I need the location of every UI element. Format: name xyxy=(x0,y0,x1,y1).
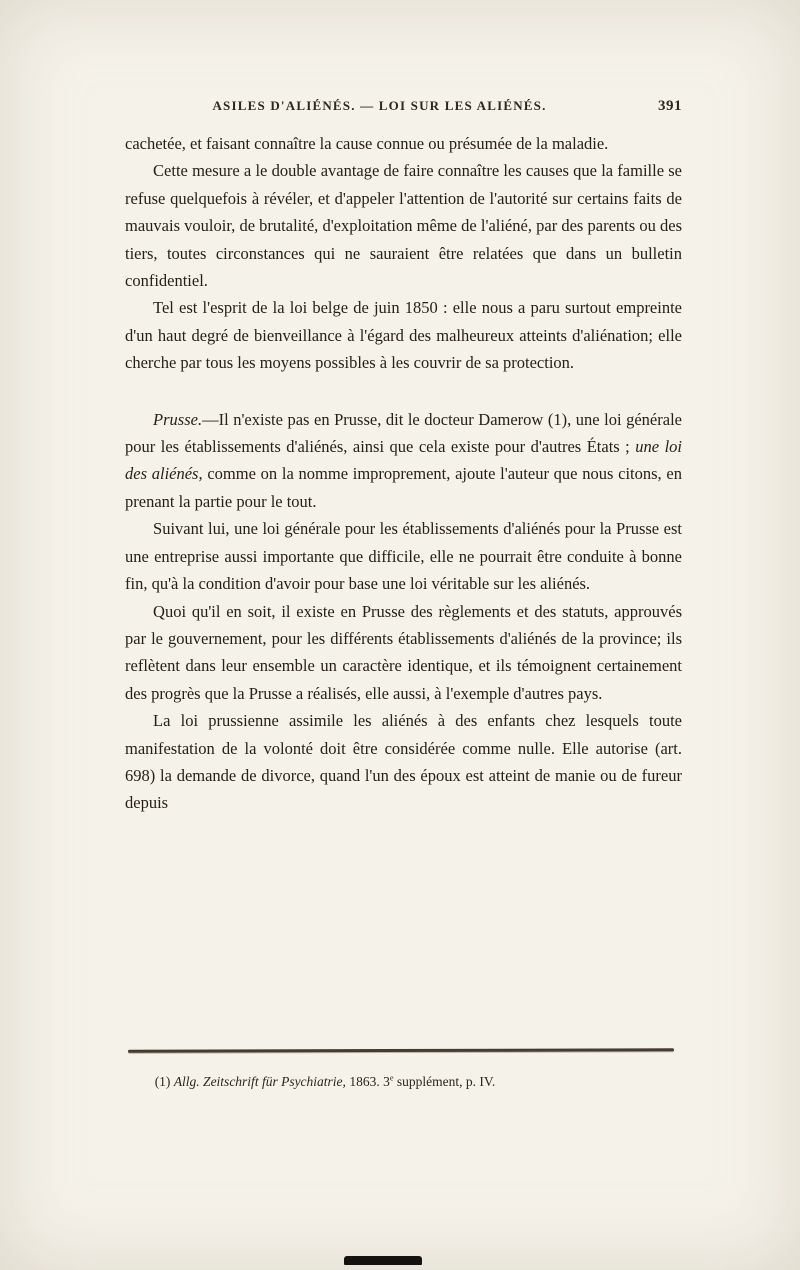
page-number: 391 xyxy=(658,98,682,114)
paragraph: Quoi qu'il en soit, il existe en Prusse des règlements et des statuts, approuvés par le gouvernement, pour les différents établissements d'aliénés de la province; ils reflètent dans leur ensemble un caractère identique, et ils témoignent certainement des progrès que la Prusse a réalisés, elle aussi, à l'exemple d'autres pays. xyxy=(125,601,682,703)
running-header xyxy=(125,98,682,115)
paragraph: cachetée, et faisant connaître la cause connue ou présumée de la maladie. xyxy=(125,134,609,153)
paragraph: Suivant lui, une loi générale pour les établissements d'aliénés pour la Prusse est une entreprise aussi importante que difficile, elle ne pourrait être conduite à bonne fin, qu'à la condition d'avoir pour base une loi véritable sur les aliénés. xyxy=(125,519,682,594)
paragraph-prusse-section: Prusse.—Il n'existe pas en Prusse, dit le docteur Damerow (1), une loi générale pour les établissements d'aliénés, ainsi que cela existe pour d'autres États ; une loi des aliénés, comme on la nomme improprement, ajoute l'auteur que nous citons, en prenant la partie pour le tout. xyxy=(125,409,682,511)
header-title: ASILES D'ALIÉNÉS. — LOI SUR LES ALIÉNÉS. xyxy=(212,98,547,113)
footnote: (1) Allg. Zeitschrift für Psychiatrie, 1863. 3e supplément, p. IV. xyxy=(154,1073,496,1089)
paragraph: La loi prussienne assimile les aliénés à des enfants chez lesquels toute manifestation de la volonté doit être considérée comme nulle. Elle autorise (art. 698) la demande de divorce, quand l'un des époux est atteint de manie ou de fureur depuis xyxy=(125,711,682,813)
scan-artifact xyxy=(344,1256,422,1265)
body-text xyxy=(125,130,682,817)
footnote-divider xyxy=(128,1048,674,1052)
paragraph: Tel est l'esprit de la loi belge de juin 1850 : elle nous a paru surtout empreinte d'un haut degré de bienveillance à l'égard des malheureux atteints d'aliénation; elle cherche par tous les moyens possibles à les couvrir de sa protection. xyxy=(125,298,682,373)
paragraph: Cette mesure a le double avantage de faire connaître les causes que la famille se refuse quelquefois à révéler, et d'appeler l'attention de l'autorité sur certains faits de mauvais vouloir, de brutalité, d'exploitation même de l'aliéné, par des parents ou des tiers, toutes circonstances qui ne sauraient être relatées que dans un bulletin confidentiel. xyxy=(125,161,682,291)
